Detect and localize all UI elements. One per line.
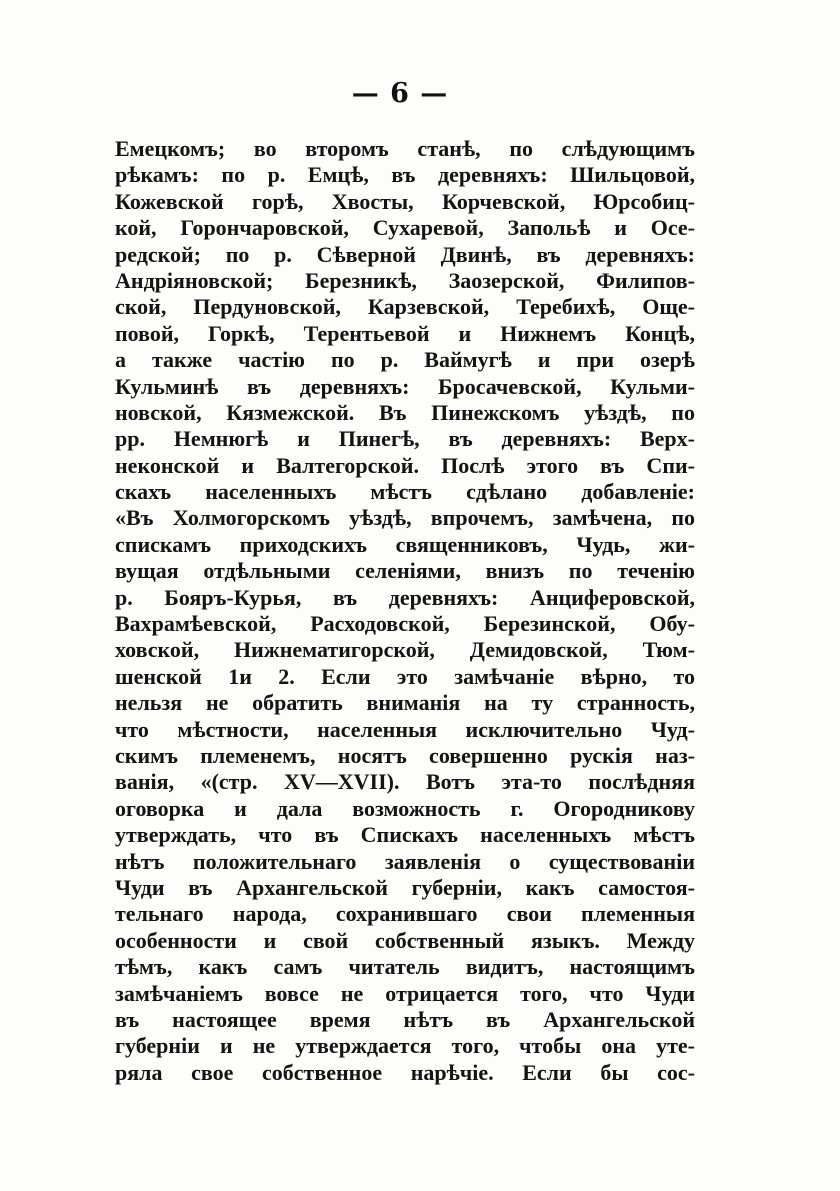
text-line: Кульминѣ въ деревняхъ: Бросачевской, Кульми- [115, 373, 695, 399]
text-line: ряла свое собственное нарѣчіе. Если бы сос- [115, 1059, 695, 1085]
text-line: тельнаго народа, сохранившаго свои племенныя [115, 901, 695, 927]
text-line: повой, Горкѣ, Терентьевой и Нижнемъ Концѣ, [115, 320, 695, 346]
text-line: въ настоящее время нѣтъ въ Архангельской [115, 1006, 695, 1032]
text-line: замѣчаніемъ вовсе не отрицается того, что Чуди [115, 980, 695, 1006]
text-line: Кожевской горѣ, Хвосты, Корчевской, Юрсобиц- [115, 188, 695, 214]
text-line: нѣтъ положительнаго заявленія о существованіи [115, 848, 695, 874]
text-line: особенности и свой собственный языкъ. Между [115, 927, 695, 953]
text-line: Вахрамѣевской, Расходовской, Березинской, Обу- [115, 611, 695, 637]
text-line: что мѣстности, населенныя исключительно Чуд- [115, 716, 695, 742]
text-line: оговорка и дала возможность г. Огородникову [115, 795, 695, 821]
text-line: тѣмъ, какъ самъ читатель видитъ, настоящимъ [115, 954, 695, 980]
text-line: Емецкомъ; во второмъ станѣ, по слѣдующимъ [115, 136, 695, 161]
text-line: неконской и Валтегорской. Послѣ этого въ Спи- [115, 452, 695, 478]
text-line: рѣкамъ: по р. Емцѣ, въ деревняхъ: Шильцовой, [115, 162, 695, 188]
text-line: р. Бояръ-Курья, въ деревняхъ: Анциферовской, [115, 584, 695, 610]
text-line: шенской 1и 2. Если это замѣчаніе вѣрно, то [115, 663, 695, 689]
text-line: а также частію по р. Ваймугѣ и при озерѣ [115, 347, 695, 373]
text-line: утверждать, что въ Спискахъ населенныхъ мѣстъ [115, 822, 695, 848]
text-line: ванія, «(стр. XV—XVII). Вотъ эта-то послѣдняя [115, 769, 695, 795]
text-line: спискамъ приходскихъ священниковъ, Чудь, жи- [115, 531, 695, 557]
text-line: Андріяновской; Березникѣ, Заозерской, Филипов- [115, 267, 695, 293]
text-line: вущая отдѣльными селеніями, внизъ по теченію [115, 558, 695, 584]
text-line: Чуди въ Архангельской губерніи, какъ самостоя- [115, 874, 695, 900]
text-line: «Въ Холмогорскомъ уѣздѣ, впрочемъ, замѣчена, по [115, 505, 695, 531]
text-line: нельзя не обратить вниманія на ту странность, [115, 690, 695, 716]
body-text [115, 136, 695, 1086]
text-line: новской, Кязмежской. Въ Пинежскомъ уѣздѣ, по [115, 399, 695, 425]
text-line: губерніи и не утверждается того, чтобы она уте- [115, 1033, 695, 1059]
page-number: — 6 — [351, 78, 449, 109]
text-line: кой, Горончаровской, Сухаревой, Запольѣ и Осе- [115, 215, 695, 241]
text-line: скимъ племенемъ, носятъ совершенно рускія наз- [115, 742, 695, 768]
text-line: ской, Пердуновской, Карзевской, Теребихѣ, Още- [115, 294, 695, 320]
text-line: редской; по р. Сѣверной Двинѣ, въ деревняхъ: [115, 241, 695, 267]
text-line: рр. Немнюгѣ и Пинегѣ, въ деревняхъ: Верх- [115, 426, 695, 452]
text-line: ховской, Нижнематигорской, Демидовской, Тюм- [115, 637, 695, 663]
text-line: скахъ населенныхъ мѣстъ сдѣлано добавленіе: [115, 479, 695, 505]
